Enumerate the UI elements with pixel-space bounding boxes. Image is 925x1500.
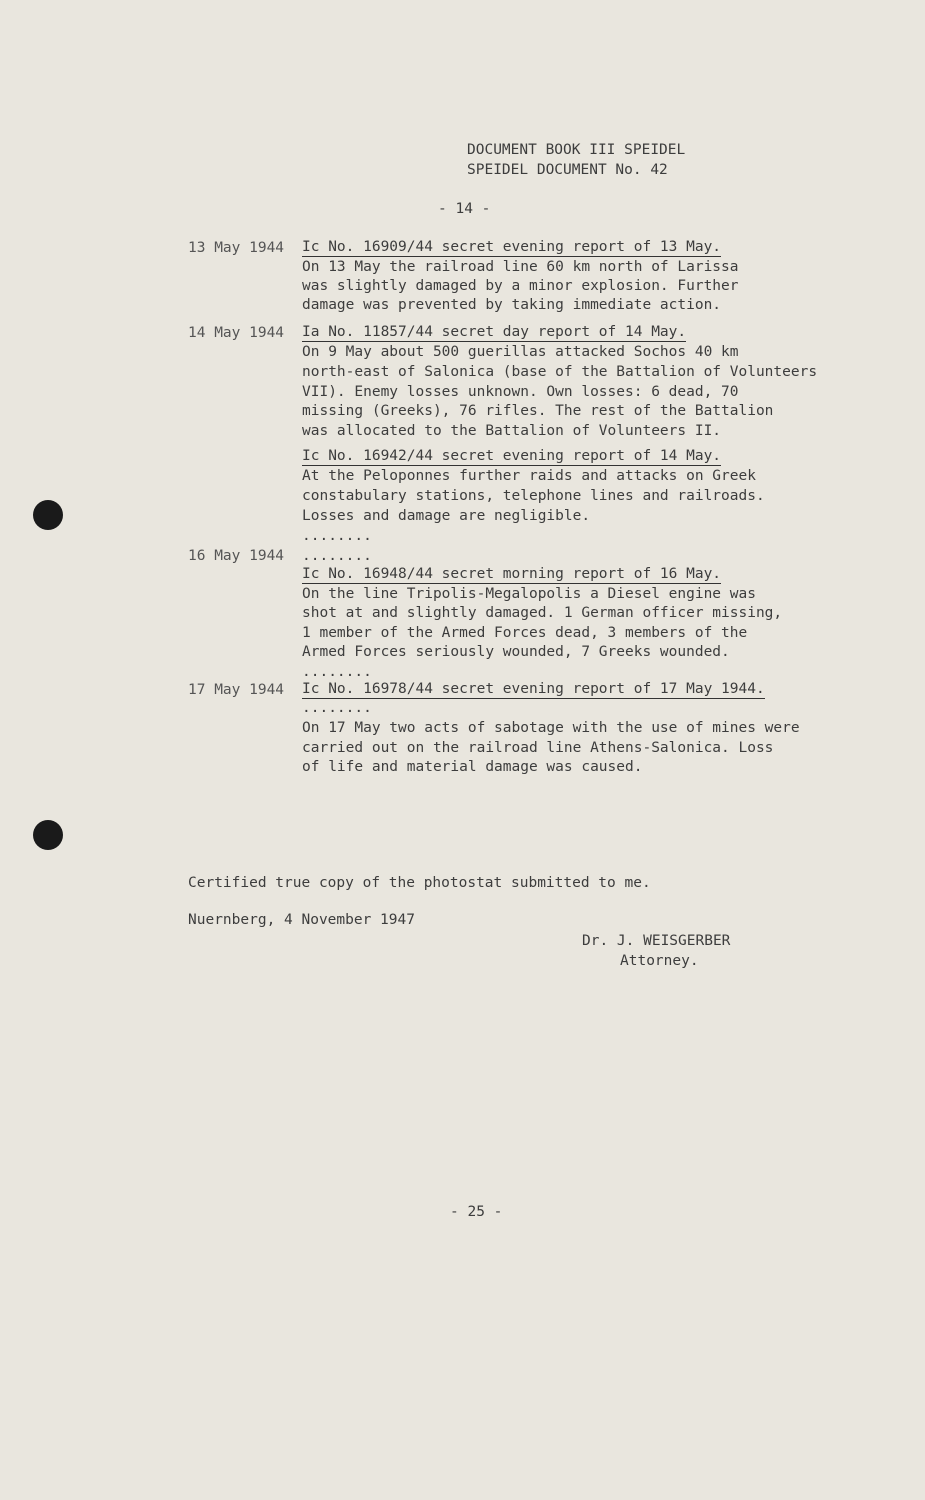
entry-date: 16 May 1944 <box>188 548 285 564</box>
punch-hole-top <box>33 500 63 530</box>
entry-body-line: constabulary stations, telephone lines and railroads. <box>302 488 765 504</box>
entry-body-line: VII). Enemy losses unknown. Own losses: 6 dead, 70 <box>302 384 739 400</box>
entry-body-line: 1 member of the Armed Forces dead, 3 members of the <box>302 625 748 641</box>
page-marker-top: - 14 - <box>438 201 491 217</box>
doc-header-line2: SPEIDEL DOCUMENT No. 42 <box>467 162 668 178</box>
signature-title: Attorney. <box>620 953 699 969</box>
entry-date: 13 May 1944 <box>188 240 285 256</box>
entry-body-line: of life and material damage was caused. <box>302 759 643 775</box>
doc-header-line1: DOCUMENT BOOK III SPEIDEL <box>467 142 686 158</box>
entry-body-line: On the line Tripolis-Megalopolis a Diesel engine was <box>302 586 756 602</box>
entry-body-line: was slightly damaged by a minor explosion. Further <box>302 278 739 294</box>
entry-body-line: On 17 May two acts of sabotage with the use of mines were <box>302 720 800 736</box>
entry-body-line: was allocated to the Battalion of Volunteers II. <box>302 423 722 439</box>
page-number-footer: - 25 - <box>450 1204 503 1220</box>
entry-reference: Ic No. 16978/44 secret evening report of 17 May 1944. <box>302 681 765 697</box>
entry-body-line: missing (Greeks), 76 rifles. The rest of the Battalion <box>302 403 774 419</box>
entry-body-line: damage was prevented by taking immediate action. <box>302 297 722 313</box>
entry-reference: Ic No. 16948/44 secret morning report of 16 May. <box>302 566 722 582</box>
ellipsis: ........ <box>302 664 372 680</box>
entry-body-line: On 13 May the railroad line 60 km north of Larissa <box>302 259 739 275</box>
entry-body-line: At the Peloponnes further raids and attacks on Greek <box>302 468 756 484</box>
entry-body-line: On 9 May about 500 guerillas attacked Sochos 40 km <box>302 344 739 360</box>
entry-reference: Ic No. 16909/44 secret evening report of 13 May. <box>302 239 722 255</box>
entry-date: 17 May 1944 <box>188 682 285 698</box>
ellipsis: ........ <box>302 700 372 716</box>
entry-body-line: Losses and damage are negligible. <box>302 508 591 524</box>
ellipsis: ........ <box>302 548 372 564</box>
entry-reference: Ic No. 16942/44 secret evening report of 14 May. <box>302 448 722 464</box>
entry-date: 14 May 1944 <box>188 325 285 341</box>
entry-body-line: north-east of Salonica (base of the Battalion of Volunteers <box>302 364 818 380</box>
place-date: Nuernberg, 4 November 1947 <box>188 912 415 928</box>
entry-reference: Ia No. 11857/44 secret day report of 14 May. <box>302 324 687 340</box>
punch-hole-bottom <box>33 820 63 850</box>
entry-body-line: Armed Forces seriously wounded, 7 Greeks wounded. <box>302 644 730 660</box>
certification-text: Certified true copy of the photostat submitted to me. <box>188 875 651 891</box>
ellipsis: ........ <box>302 528 372 544</box>
entry-body-line: carried out on the railroad line Athens-Salonica. Loss <box>302 740 774 756</box>
signature-name: Dr. J. WEISGERBER <box>582 933 731 949</box>
entry-body-line: shot at and slightly damaged. 1 German officer missing, <box>302 605 783 621</box>
